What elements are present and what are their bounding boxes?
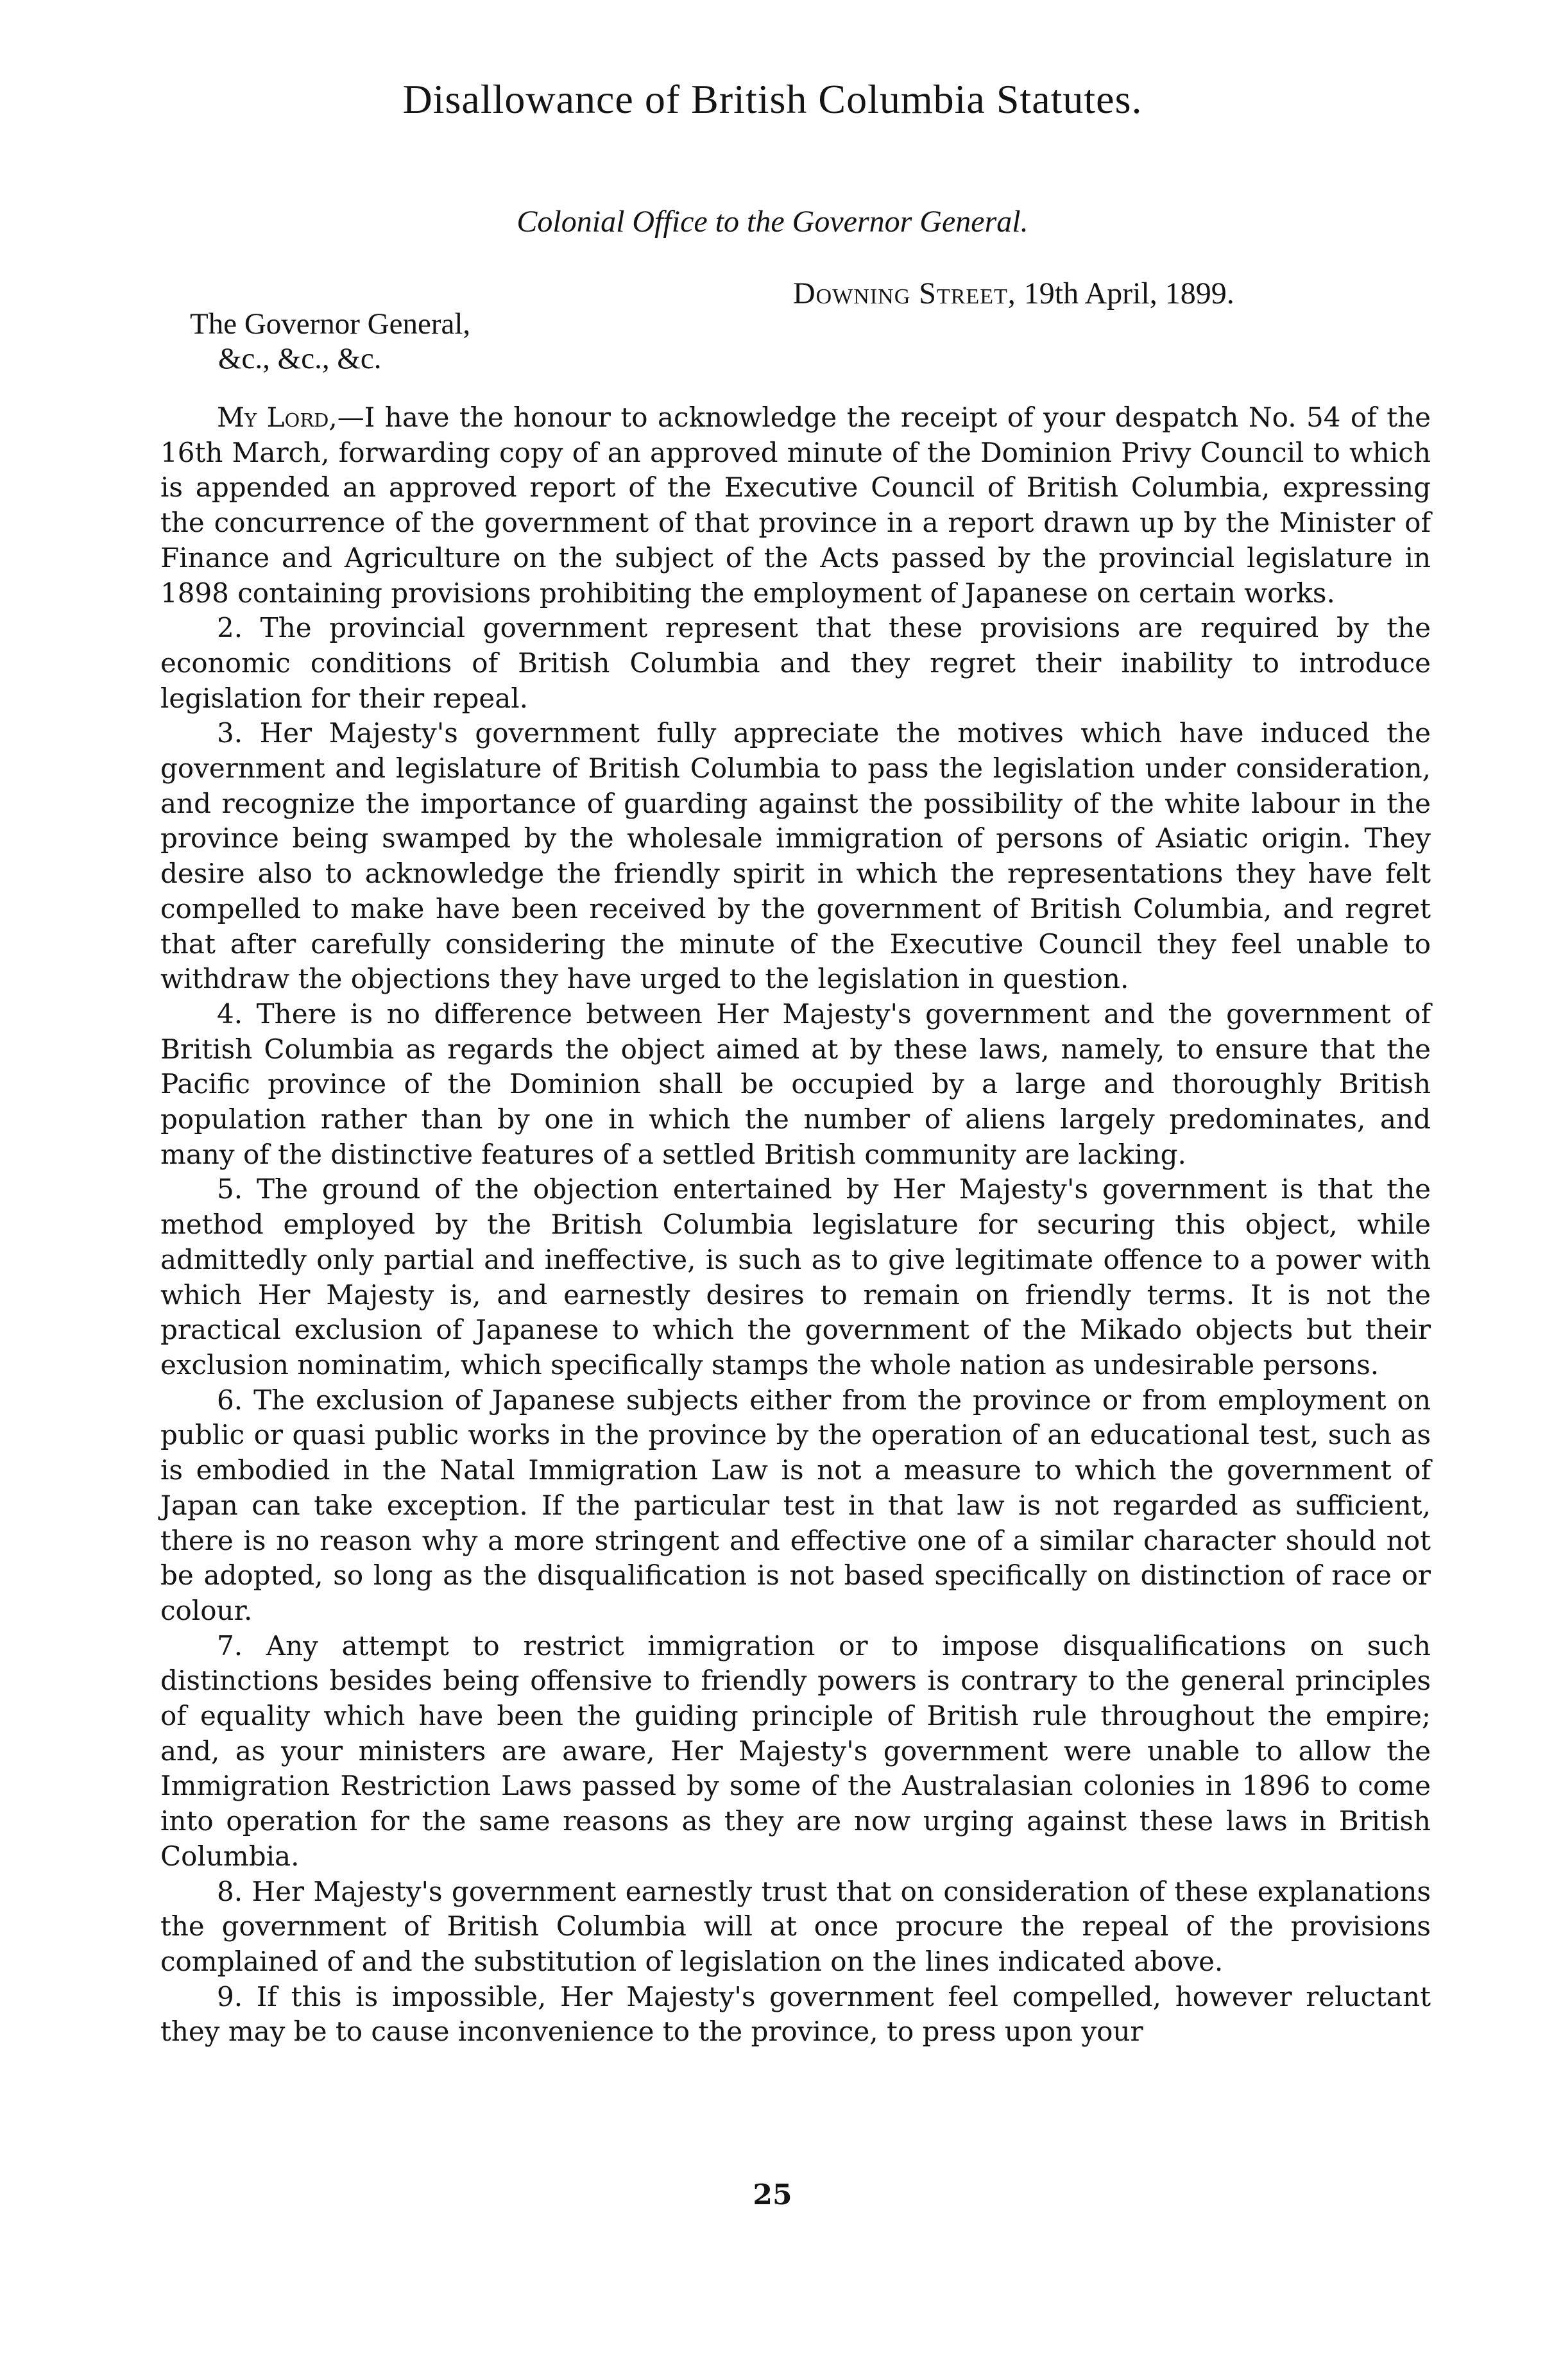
salutation: My Lord, (217, 402, 337, 433)
paragraph-4: 4. There is no difference between Her Majesty's government and the government of British Columbia as regards the object aimed at by these laws, namely, to ensure that the Pacific province of the Dominion shall be occupied by a large and thoroughly British population rather than by one in which the number of aliens largely predominates, and many of the distinctive features of a settled British community are lacking. (160, 998, 1431, 1170)
dateline-date: 19th April, 1899. (1023, 276, 1234, 310)
opening-paragraph (160, 400, 1431, 611)
opening-text: —I have the honour to acknowledge the receipt of your despatch No. 54 of the 16th March, forwarding copy of an approved minute of the Dominion Privy Council to which is appended an approved report of the Executive Council of British Columbia, expressing the concurrence of the government of that province in a report drawn up by the Minister of Finance and Agriculture on the subject of the Acts passed by the provincial legislature in 1898 containing provisions prohibiting the employment of Japanese on certain works. (160, 402, 1431, 609)
letter-heading: Colonial Office to the Governor General. (516, 205, 1029, 239)
addressee-line: &c., &c., &c. (218, 342, 382, 375)
paragraph-3: 3. Her Majesty's government fully appreciate the motives which have induced the government and legislature of British Columbia to pass the legislation under consideration, and recognize the importance of guarding against the possibility of the white labour in the province being swamped by the wholesale immigration of persons of Asiatic origin. They desire also to acknowledge the friendly spirit in which the representations they have felt compelled to make have been received by the government of British Columbia, and regret that after carefully considering the minute of the Executive Council they feel unable to withdraw the objections they have urged to the legislation in question. (160, 717, 1431, 995)
page-title: Disallowance of British Columbia Statutes. (402, 76, 1143, 122)
paragraph-2: 2. The provincial government represent that these provisions are required by the economic conditions of British Columbia and they regret their inability to introduce legislation for their repeal. (160, 612, 1431, 714)
letter-body (160, 400, 1431, 2050)
dateline (793, 276, 1234, 311)
paragraph-8: 8. Her Majesty's government earnestly trust that on consideration of these explanations the government of British Columbia will at once procure the repeal of the provisions complained of and the substitution of legislation on the lines indicated above. (160, 1875, 1431, 1977)
paragraph-9: 9. If this is impossible, Her Majesty's government feel compelled, however reluctant they may be to cause inconvenience to the province, to press upon your (160, 1980, 1431, 2048)
addressee-block (190, 307, 470, 376)
paragraph-7: 7. Any attempt to restrict immigration or to impose disqualifications on such distinctions besides being offensive to friendly powers is contrary to the general principles of equality which have been the guiding principle of British rule throughout the empire; and, as your ministers are aware, Her Majesty's government were unable to allow the Immigration Restriction Laws passed by some of the Australasian colonies in 1896 to come into operation for the same reasons as they are now urging against these laws in British Columbia. (160, 1629, 1431, 1872)
dateline-place: Downing Street, (793, 276, 1016, 310)
page-number: 25 (753, 2179, 792, 2211)
paragraph-5: 5. The ground of the objection entertained by Her Majesty's government is that the method employed by the British Columbia legislature for securing this object, while admittedly only partial and ineffective, is such as to give legitimate offence to a power with which Her Majesty is, and earnestly desires to remain on friendly terms. It is not the practical exclusion of Japanese to which the government of the Mikado objects but their exclusion nominatim, which specifically stamps the whole nation as undesirable persons. (160, 1173, 1431, 1381)
paragraph-6: 6. The exclusion of Japanese subjects either from the province or from employment on public or quasi public works in the province by the operation of an educational test, such as is embodied in the Natal Immigration Law is not a measure to which the government of Japan can take exception. If the particular test in that law is not regarded as sufficient, there is no reason why a more stringent and effective one of a similar character should not be adopted, so long as the disqualification is not based specifically on distinction of race or colour. (160, 1384, 1431, 1626)
addressee-line: The Governor General, (190, 307, 471, 341)
